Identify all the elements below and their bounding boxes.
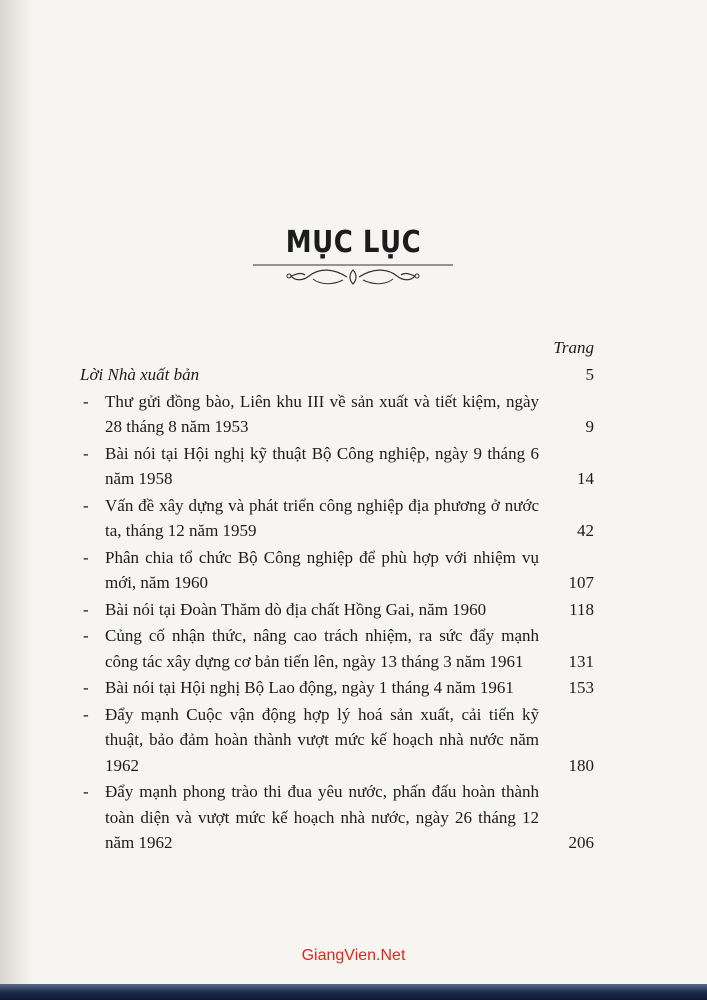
toc-entry (80, 545, 594, 596)
toc-entry (80, 623, 594, 674)
toc-entry-preface (80, 362, 594, 388)
toc-entry-title: Đẩy mạnh phong trào thi đua yêu nước, phấn đấu hoàn thành toàn diện và vượt mức kế hoạch nhà nước, ngày 26 tháng 12 năm 1962 (105, 782, 539, 852)
toc-entry-title: Bài nói tại Hội nghị Bộ Lao động, ngày 1 tháng 4 năm 1961 (105, 678, 514, 697)
page-gutter-shadow (0, 0, 34, 1000)
toc-entry (80, 597, 594, 623)
toc-entry-page: 118 (569, 599, 594, 619)
toc-entry-marker: - (83, 443, 89, 463)
toc-entry-title: Bài nói tại Hội nghị kỹ thuật Bộ Công nghiệp, ngày 9 tháng 6 năm 1958 (105, 443, 539, 488)
toc-entry-title: Thư gửi đồng bào, Liên khu III về sản xuất và tiết kiệm, ngày 28 tháng 8 năm 1953 (105, 391, 539, 436)
site-watermark: GiangVien.Net (301, 947, 406, 964)
toc-entry-page: 131 (568, 651, 594, 671)
table-of-contents (80, 362, 594, 857)
toc-entry-page: 153 (568, 678, 594, 697)
page-title: MỤC LỤC (285, 225, 422, 261)
toc-entry (80, 702, 594, 779)
toc-entry-marker: - (83, 704, 89, 724)
toc-entry-marker: - (83, 782, 89, 801)
decorative-flourish (253, 262, 453, 290)
toc-entry (80, 675, 594, 701)
toc-entry-page: 107 (568, 573, 594, 592)
toc-entry-marker: - (83, 678, 89, 697)
toc-entry-page: 180 (568, 755, 594, 775)
toc-entry-title: Lời Nhà xuất bản (80, 365, 200, 384)
toc-entry (80, 779, 594, 856)
toc-entry (80, 441, 594, 492)
toc-entry (80, 389, 594, 440)
toc-entry-marker: - (83, 599, 89, 619)
toc-entry-page: 5 (585, 365, 594, 384)
toc-entry-title: Bài nói tại Đoàn Thăm dò địa chất Hồng Gai, năm 1960 (105, 599, 487, 619)
toc-entry-marker: - (83, 626, 89, 645)
toc-entry-title: Phân chia tổ chức Bộ Công nghiệp để phù hợp với nhiệm vụ mới, năm 1960 (105, 547, 539, 592)
toc-entry-page: 206 (568, 833, 594, 852)
page-column-label: Trang (553, 338, 594, 357)
toc-entry-page: 42 (577, 521, 594, 540)
toc-entry-page: 14 (577, 469, 594, 488)
page-bottom-edge (0, 984, 707, 1000)
toc-entry-marker: - (83, 547, 89, 567)
toc-entry-title: Củng cố nhận thức, nâng cao trách nhiệm, ra sức đẩy mạnh công tác xây dựng cơ bản tiến lên, ngày 13 tháng 3 năm 1961 (105, 626, 539, 671)
toc-entry-marker: - (83, 391, 89, 411)
toc-entry-title: Đẩy mạnh Cuộc vận động hợp lý hoá sản xuất, cải tiến kỹ thuật, bảo đảm hoàn thành vượt mức kế hoạch nhà nước năm 1962 (105, 704, 539, 775)
toc-entry-marker: - (83, 495, 89, 515)
toc-entry-page: 9 (585, 417, 594, 436)
toc-entry (80, 493, 594, 544)
toc-entry-title: Vấn đề xây dựng và phát triển công nghiệp địa phương ở nước ta, tháng 12 năm 1959 (105, 495, 539, 540)
